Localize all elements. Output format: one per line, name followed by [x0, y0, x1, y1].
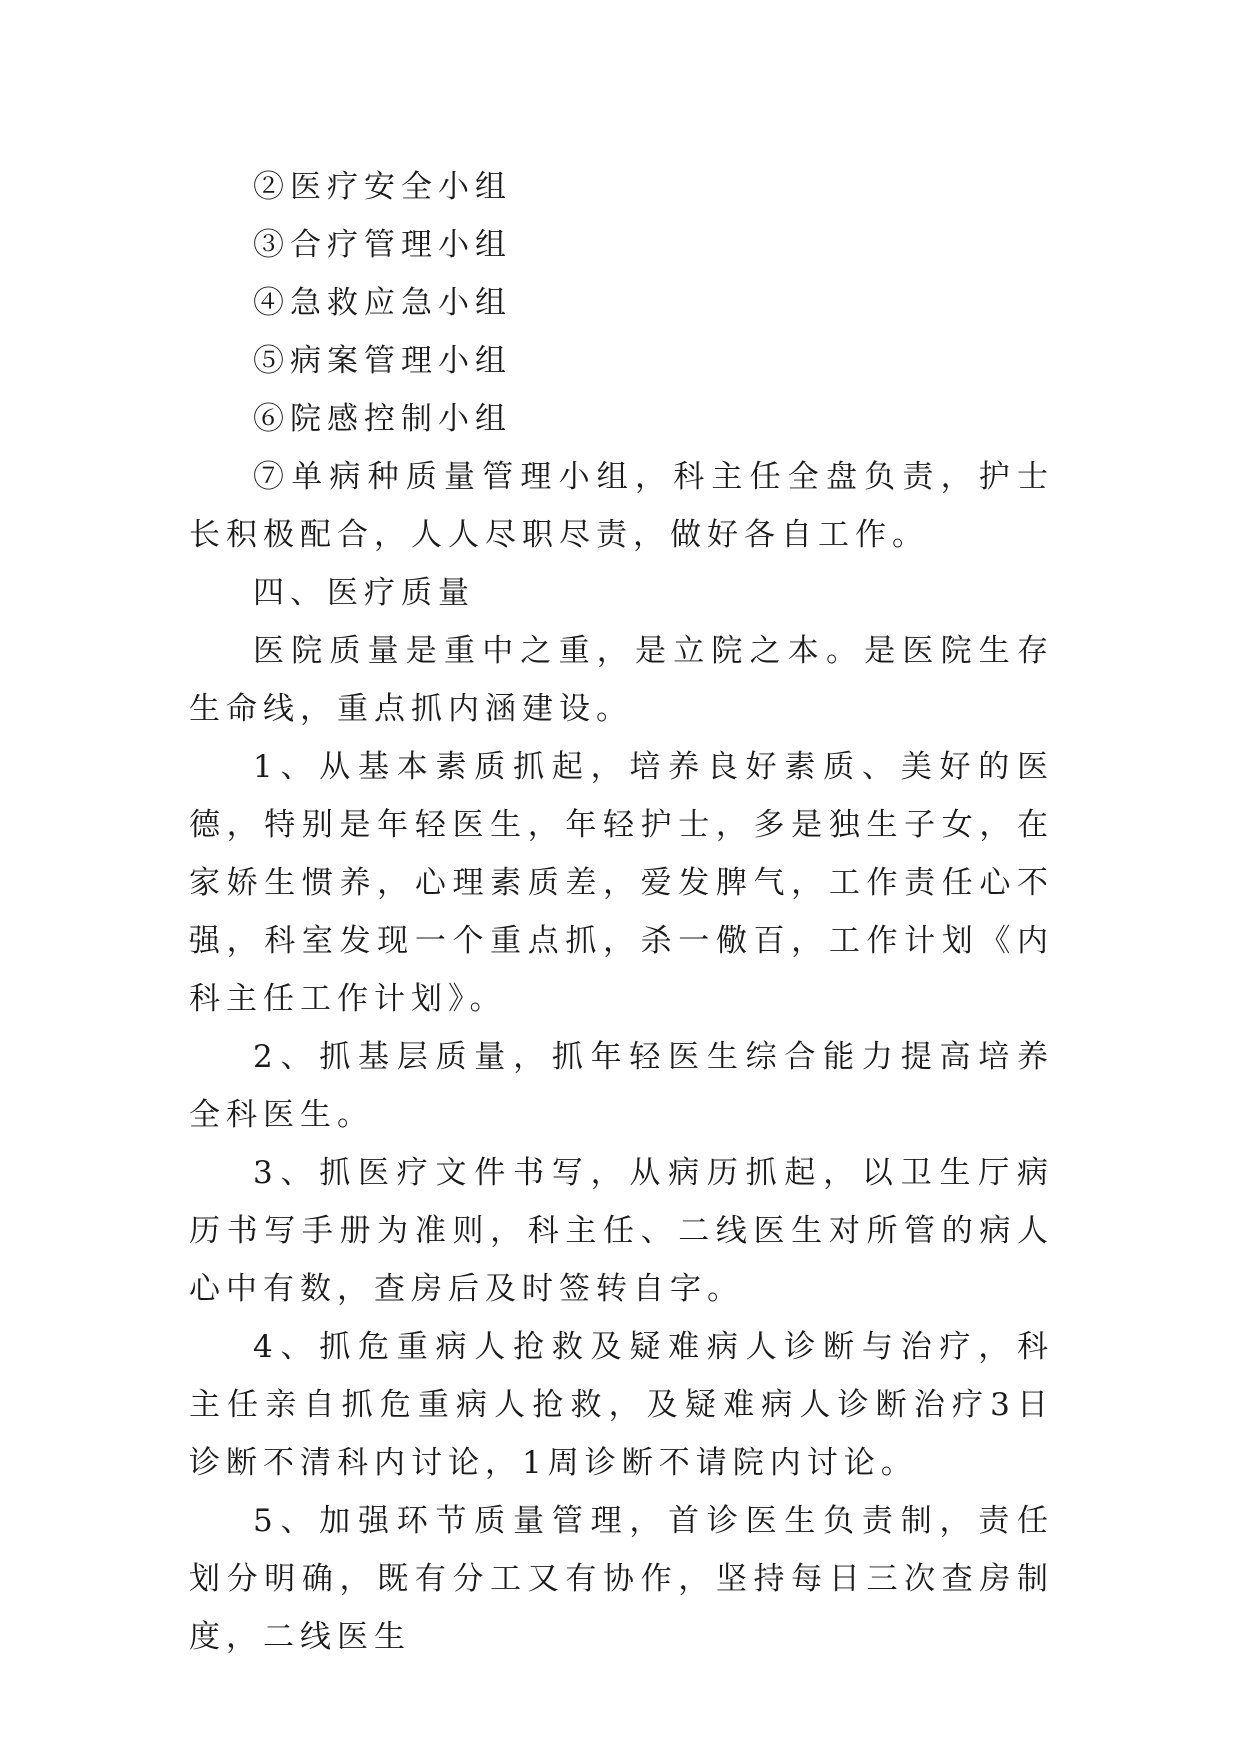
paragraph-item-3: ③合疗管理小组 [253, 227, 512, 263]
paragraph-point-1: 1、从基本素质抓起，培养良好素质、美好的医德，特别是年轻医生，年轻护士，多是独生子女，在家娇生惯养，心理素质差，爱发脾气，工作责任心不强，科室发现一个重点抓，杀一儆百，工作计划《内科主任工作计划》。 [189, 749, 1054, 1017]
section-heading: 四、医疗质量 [253, 575, 475, 611]
paragraph-point-3: 3、抓医疗文件书写，从病历抓起，以卫生厅病历书写手册为准则，科主任、二线医生对所管的病人心中有数，查房后及时签转自字。 [189, 1155, 1054, 1307]
paragraph-point-2: 2、抓基层质量，抓年轻医生综合能力提高培养全科医生。 [189, 1039, 1054, 1133]
paragraph-item-5: ⑤病案管理小组 [253, 343, 512, 379]
paragraph-item-7: ⑦单病种质量管理小组，科主任全盘负责，护士长积极配合，人人尽职尽责，做好各自工作。 [189, 459, 1054, 553]
paragraph-point-4: 4、抓危重病人抢救及疑难病人诊断与治疗，科主任亲自抓危重病人抢救，及疑难病人诊断治疗3日诊断不清科内讨论，1周诊断不请院内讨论。 [189, 1329, 1054, 1481]
paragraph-point-5: 5、加强环节质量管理，首诊医生负责制，责任划分明确，既有分工又有协作，坚持每日三次查房制度，二线医生 [189, 1503, 1054, 1655]
paragraph-intro: 医院质量是重中之重，是立院之本。是医院生存生命线，重点抓内涵建设。 [189, 633, 1054, 727]
paragraph-item-2: ②医疗安全小组 [253, 169, 512, 205]
paragraph-item-4: ④急救应急小组 [253, 285, 512, 321]
paragraph-item-6: ⑥院感控制小组 [253, 401, 512, 437]
document-body [189, 158, 1054, 1666]
